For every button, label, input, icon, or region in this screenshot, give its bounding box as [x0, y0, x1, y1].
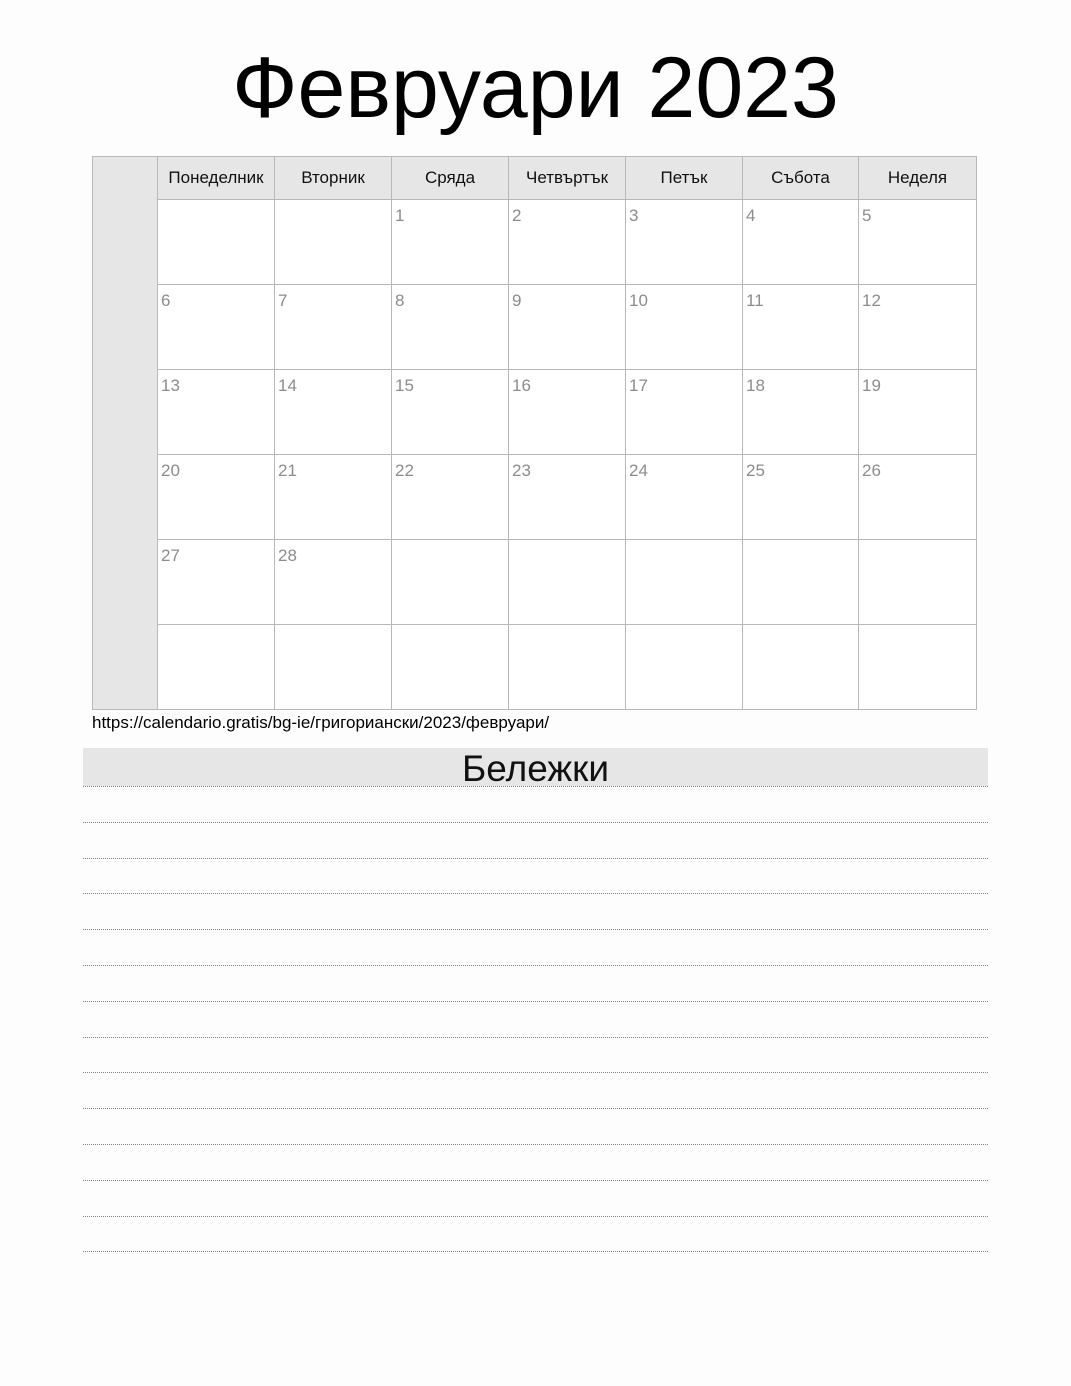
day-number: 24: [629, 461, 648, 480]
day-cell: [392, 625, 509, 710]
day-cell: [743, 625, 859, 710]
calendar-grid: [92, 156, 977, 710]
day-cell: [743, 370, 859, 455]
day-number: 19: [862, 376, 881, 395]
day-number: 10: [629, 291, 648, 310]
day-cell: [158, 200, 275, 285]
day-cell: [158, 540, 275, 625]
day-number: 5: [862, 206, 872, 225]
day-number: 1: [395, 206, 405, 225]
day-cell: [626, 200, 743, 285]
day-cell: [859, 200, 976, 285]
day-cell: [509, 625, 626, 710]
day-number: 14: [278, 376, 297, 395]
note-line: [83, 1108, 988, 1109]
weekday-header-sunday: Неделя: [859, 157, 976, 200]
notes-heading: Бележки: [83, 748, 988, 786]
day-cell: [743, 285, 859, 370]
note-line: [83, 893, 988, 894]
day-number: 16: [512, 376, 531, 395]
note-line: [83, 929, 988, 930]
day-cell: [509, 370, 626, 455]
day-number: 17: [629, 376, 648, 395]
day-cell: [859, 540, 976, 625]
note-line: [83, 1180, 988, 1181]
weekday-header-thursday: Четвъртък: [509, 157, 626, 200]
weekday-header-monday: Понеделник: [158, 157, 275, 200]
day-cell: [392, 200, 509, 285]
week-number-column: [93, 157, 158, 709]
day-cell: [859, 455, 976, 540]
day-number: 21: [278, 461, 297, 480]
day-number: 12: [862, 291, 881, 310]
day-cell: [392, 540, 509, 625]
day-cell: [626, 540, 743, 625]
day-cell: [626, 455, 743, 540]
day-cell: [743, 455, 859, 540]
day-number: 18: [746, 376, 765, 395]
day-cell: [626, 285, 743, 370]
note-line: [83, 1251, 988, 1252]
weekday-header-saturday: Събота: [743, 157, 859, 200]
day-number: 9: [512, 291, 522, 310]
day-number: 7: [278, 291, 288, 310]
day-cell: [158, 625, 275, 710]
day-cell: [859, 370, 976, 455]
day-number: 6: [161, 291, 171, 310]
day-cell: [275, 540, 392, 625]
note-line: [83, 1037, 988, 1038]
day-number: 4: [746, 206, 756, 225]
day-cell: [392, 285, 509, 370]
day-number: 28: [278, 546, 297, 565]
weekday-header-tuesday: Вторник: [275, 157, 392, 200]
day-cell: [392, 455, 509, 540]
day-number: 11: [746, 291, 764, 310]
day-cell: [859, 285, 976, 370]
weekday-header-friday: Петък: [626, 157, 743, 200]
day-number: 13: [161, 376, 180, 395]
day-cell: [859, 625, 976, 710]
day-cell: [509, 285, 626, 370]
day-number: 26: [862, 461, 881, 480]
day-cell: [275, 285, 392, 370]
day-cell: [275, 625, 392, 710]
day-cell: [158, 285, 275, 370]
day-number: 25: [746, 461, 765, 480]
day-cell: [275, 370, 392, 455]
note-line: [83, 822, 988, 823]
day-cell: [275, 455, 392, 540]
day-cell: [509, 200, 626, 285]
day-cell: [743, 540, 859, 625]
day-cell: [626, 625, 743, 710]
day-cell: [392, 370, 509, 455]
day-number: 2: [512, 206, 522, 225]
day-number: 15: [395, 376, 414, 395]
day-number: 20: [161, 461, 180, 480]
note-line: [83, 965, 988, 966]
day-number: 3: [629, 206, 639, 225]
page-title: Февруари 2023: [232, 40, 839, 136]
day-cell: [509, 540, 626, 625]
day-number: 8: [395, 291, 405, 310]
note-line: [83, 786, 988, 787]
day-number: 23: [512, 461, 531, 480]
note-line: [83, 858, 988, 859]
day-cell: [275, 200, 392, 285]
note-line: [83, 1072, 988, 1073]
day-number: 27: [161, 546, 180, 565]
note-line: [83, 1001, 988, 1002]
month-grid: [158, 157, 976, 709]
day-cell: [158, 455, 275, 540]
note-line: [83, 1144, 988, 1145]
day-cell: [743, 200, 859, 285]
day-number: 22: [395, 461, 414, 480]
day-cell: [158, 370, 275, 455]
note-line: [83, 1216, 988, 1217]
day-cell: [626, 370, 743, 455]
weekday-header-wednesday: Сряда: [392, 157, 509, 200]
source-url: https://calendario.gratis/bg-ie/григориански/2023/февруари/: [92, 713, 550, 732]
day-cell: [509, 455, 626, 540]
